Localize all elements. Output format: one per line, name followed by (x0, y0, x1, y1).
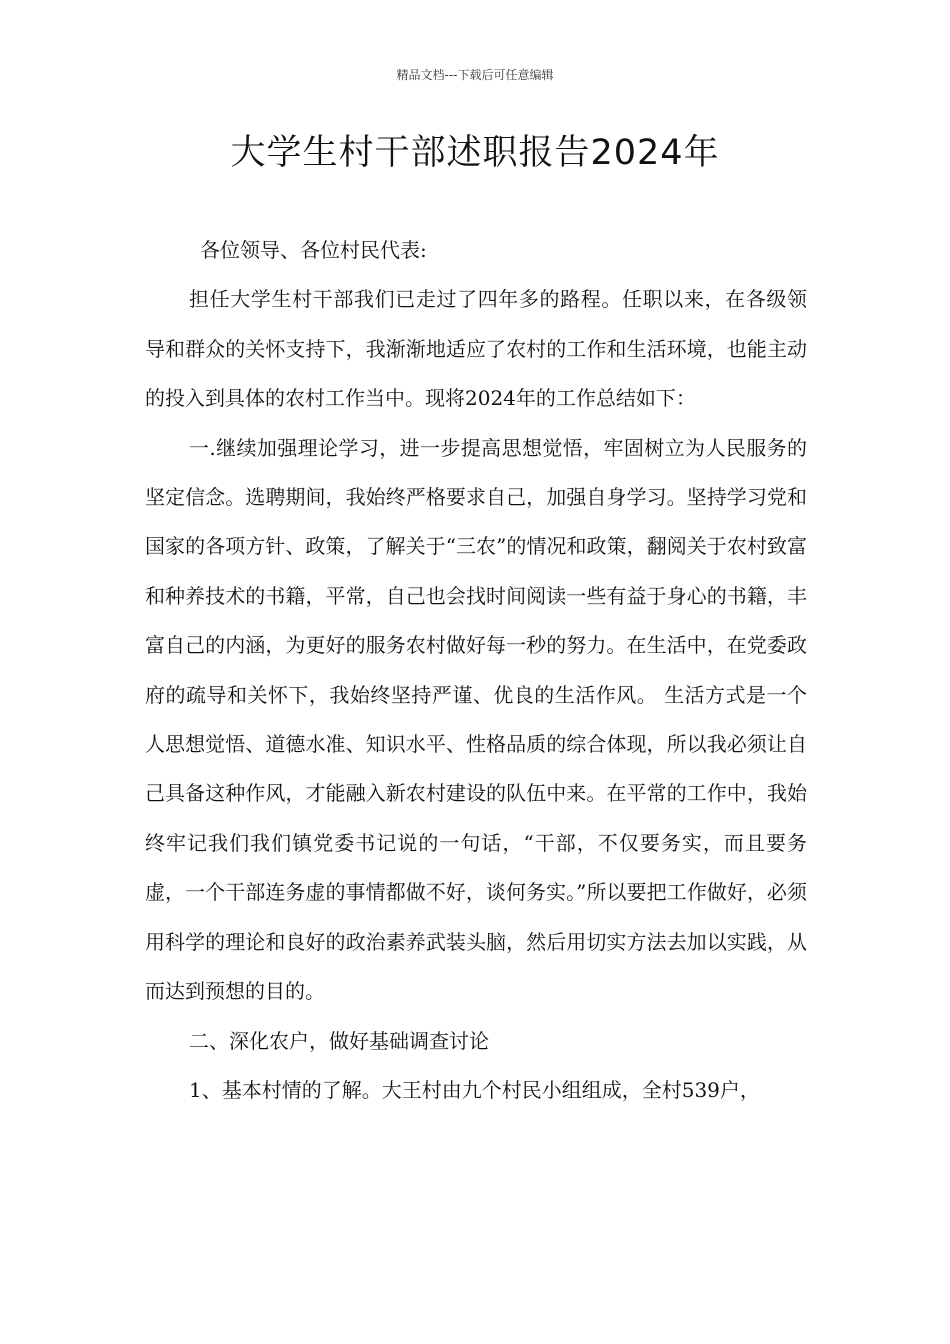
page-title: 大学生村干部述职报告2024年 (230, 133, 720, 173)
document-body (145, 226, 807, 1115)
salutation: 各位领导、各位村民代表: (200, 238, 427, 262)
paragraph-section-one: 一.继续加强理论学习，进一步提高思想觉悟，牢固树立为人民服务的坚定信念。选聘期间，我始终严格要求自己，加强自身学习。坚持学习党和国家的各项方针、政策，了解关于“三农”的情况和政策，翻阅关于农村致富和种养技术的书籍，平常，自己也会找时间阅读一些有益于身心的书籍，丰富自己的内涵，为更好的服务农村做好每一秒的努力。在生活中，在党委政府的疏导和关怀下，我始终坚持严谨、优良的生活作风。 生活方式是一个人思想觉悟、道德水准、知识水平、性格品质的综合体现，所以我必须让自己具备这种作风，才能融入新农村建设的队伍中来。在平常的工作中，我始终牢记我们我们镇党委书记说的一句话，“干部，不仅要务实，而且要务虚，一个干部连务虚的事情都做不好，谈何务实。”所以要把工作做好，必须用科学的理论和良好的政治素养武装头脑，然后用切实方法去加以实践，从而达到预想的目的。 (145, 435, 807, 1004)
paragraph-intro: 担任大学生村干部我们已走过了四年多的路程。任职以来，在各级领导和群众的关怀支持下，我渐渐地适应了农村的工作和生活环境，也能主动的投入到具体的农村工作当中。现将2024年的工作总结如下： (145, 287, 807, 411)
paragraph-village-info: 1、基本村情的了解。大王村由九个村民小组组成，全村539户， (189, 1077, 760, 1102)
section-heading-two: 二、深化农户，做好基础调查讨论 (189, 1028, 489, 1053)
header-note: 精品文档---下载后可任意编辑 (396, 68, 554, 82)
